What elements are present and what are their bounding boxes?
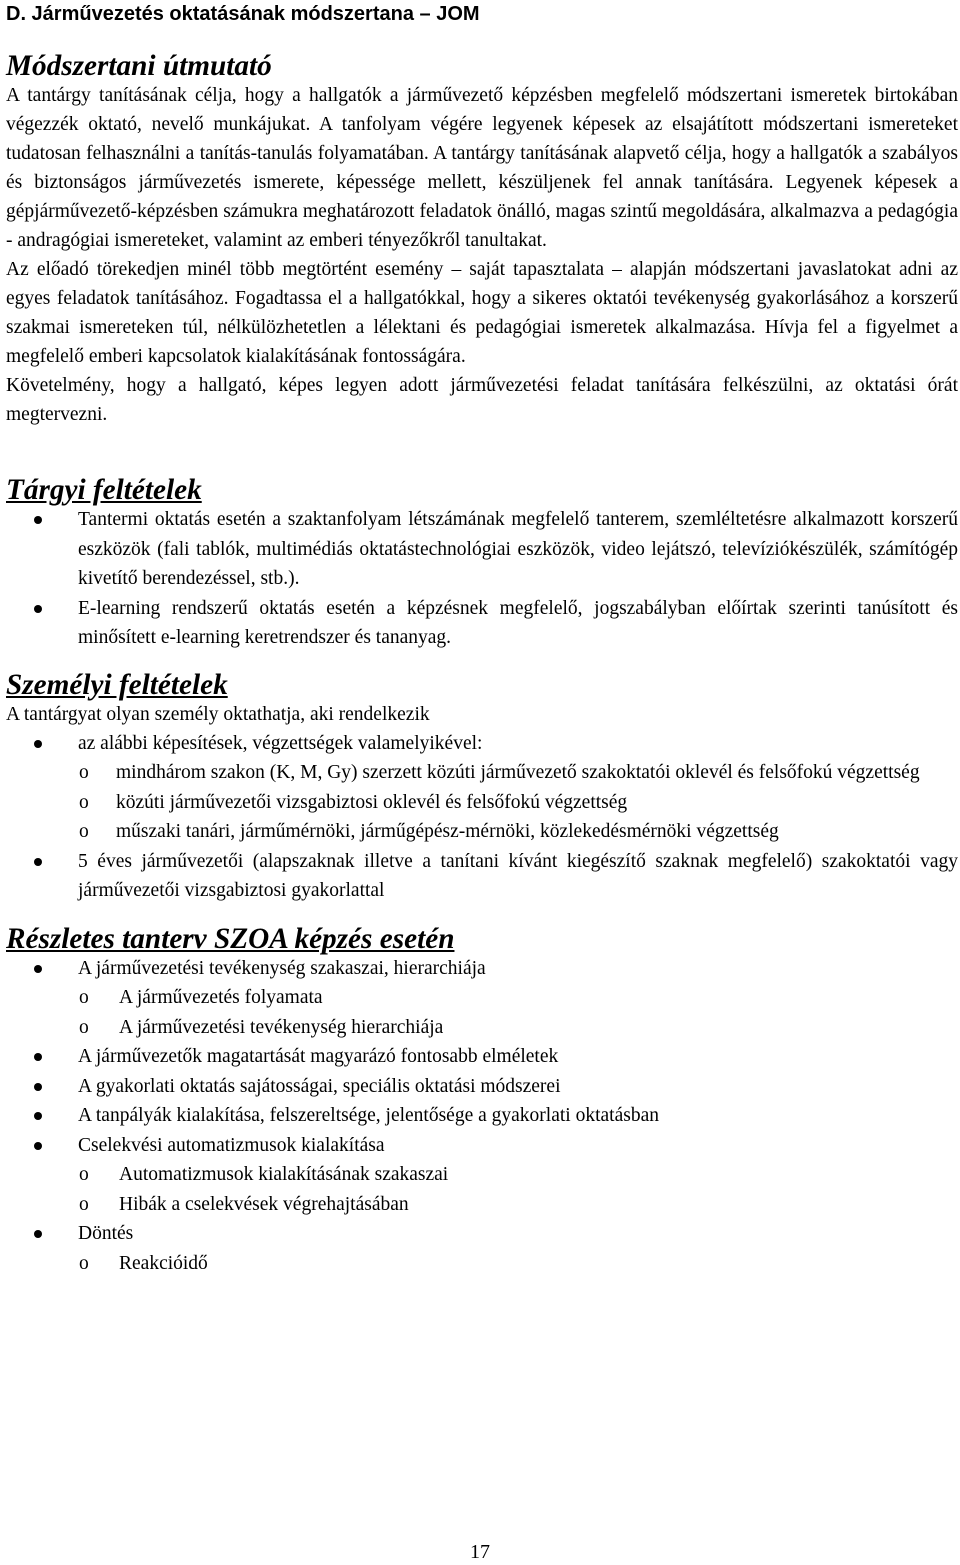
sublist-item-text: Hibák a cselekvések végrehajtásában xyxy=(119,1193,409,1215)
list-item xyxy=(6,1072,958,1102)
personal-list xyxy=(6,729,958,906)
bullet-icon xyxy=(34,965,42,973)
sublist-item xyxy=(6,1160,958,1190)
guide-paragraph-3: Követelmény, hogy a hallgató, képes legyen adott járművezetési feladat tanítására felkészülni, az oktatási órát megtervezni. xyxy=(6,375,958,425)
sublist-item-text: A járművezetés folyamata xyxy=(119,987,323,1008)
curriculum-sublist xyxy=(78,1160,958,1219)
sub-bullet-icon: o xyxy=(79,1252,89,1274)
personal-item-text: az alábbi képesítések, végzettségek valamelyikével: xyxy=(78,732,483,754)
personal-intro: A tantárgyat olyan személy oktathatja, aki rendelkezik xyxy=(6,703,430,725)
curriculum-item-text: Döntés xyxy=(78,1223,134,1244)
sublist-item-text: műszaki tanári, járműmérnöki, járműgépész-mérnöki, közlekedésmérnöki végzettség xyxy=(116,821,779,842)
material-list xyxy=(6,505,958,653)
bullet-icon xyxy=(34,516,42,524)
sublist-item-text: Reakcióidő xyxy=(119,1252,208,1274)
sub-bullet-icon: o xyxy=(79,1193,89,1215)
bullet-icon xyxy=(34,1230,42,1238)
page-title: D. Járművezetés oktatásának módszertana – JOM xyxy=(6,3,480,25)
list-item xyxy=(6,847,958,906)
curriculum-item-text: A tanpályák kialakítása, felszereltsége, jelentősége a gyakorlati oktatásban xyxy=(78,1105,659,1126)
qualification-sublist xyxy=(78,758,958,847)
guide-paragraph-2: Az előadó törekedjen minél több megtörtént esemény – saját tapasztalata – alapján módszertani javaslatokat adni az egyes feladatok tanításához. Fogadtassa el a hallgatókkal, hogy a sikeres oktatói tevékenység gyakorlásához a korszerű szakmai ismereteken túl, nélkülözhetetlen a lélektani és pedagógiai ismeretek alkalmazása. Hívja fel a figyelmet a megfelelő emberi kapcsolatok kialakításának fontosságára. xyxy=(6,259,958,367)
sublist-item-text: mindhárom szakon (K, M, Gy) szerzett közúti járművezető szakoktatói oklevél és felsőfokú végzettség xyxy=(116,762,920,783)
curriculum-item-text: A járművezetési tevékenység szakaszai, hierarchiája xyxy=(78,957,486,979)
sublist-item xyxy=(6,1190,958,1220)
bullet-icon xyxy=(34,1053,42,1061)
list-item xyxy=(6,729,958,847)
personal-heading: Személyi feltételek xyxy=(6,668,228,701)
list-item xyxy=(6,1101,958,1131)
sublist-item-text: Automatizmusok kialakításának szakaszai xyxy=(119,1164,449,1185)
bullet-icon xyxy=(34,1083,42,1091)
sublist-item xyxy=(6,758,958,788)
sub-bullet-icon: o xyxy=(79,987,89,1008)
material-item-text: Tantermi oktatás esetén a szaktanfolyam létszámának megfelelő tanterem, szemléltetésre alkalmazott korszerű eszközök (fali tablók, multimédiás oktatástechnológiai eszközök, video lejátszó, televíziókészülék, számítógép kivetítő berendezéssel, stb.). xyxy=(78,509,958,589)
sublist-item xyxy=(6,817,958,847)
sub-bullet-icon: o xyxy=(79,762,89,783)
document-page xyxy=(6,0,958,1278)
sublist-item xyxy=(6,788,958,818)
guide-heading: Módszertani útmutató xyxy=(6,50,272,82)
bullet-icon xyxy=(34,605,42,613)
curriculum-item-text: Cselekvési automatizmusok kialakítása xyxy=(78,1134,385,1156)
list-item xyxy=(6,594,958,653)
list-item xyxy=(6,954,958,1043)
sublist-item xyxy=(6,1013,958,1043)
material-item-text: E-learning rendszerű oktatás esetén a képzésnek megfelelő, jogszabályban előírtak szerinti tanúsított és minősített e-learning keretrendszer és tananyag. xyxy=(78,597,958,648)
sublist-item-text: A járművezetési tevékenység hierarchiája xyxy=(119,1016,444,1038)
list-item xyxy=(6,1219,958,1278)
sublist-item xyxy=(6,1249,958,1279)
curriculum-sublist xyxy=(78,983,958,1042)
bullet-icon xyxy=(34,740,42,748)
sub-bullet-icon: o xyxy=(79,821,89,842)
list-item xyxy=(6,1042,958,1072)
sub-bullet-icon: o xyxy=(79,1016,89,1038)
list-item xyxy=(6,1131,958,1220)
page-number: 17 xyxy=(470,1541,490,1563)
sub-bullet-icon: o xyxy=(79,791,89,813)
sublist-item xyxy=(6,983,958,1013)
curriculum-list xyxy=(6,954,958,1279)
sub-bullet-icon: o xyxy=(79,1164,89,1185)
curriculum-heading: Részletes tanterv SZOA képzés esetén xyxy=(6,922,455,955)
bullet-icon xyxy=(34,858,42,866)
curriculum-item-text: A gyakorlati oktatás sajátosságai, speciális oktatási módszerei xyxy=(78,1075,561,1097)
guide-paragraph-1: A tantárgy tanításának célja, hogy a hallgatók a járművezető képzésben megfelelő módszertani ismeretek birtokában végezzék oktató, nevelő munkájukat. A tanfolyam végére legyenek képesek az elsajátított módszertani ismereteket tudatosan felhasználni a tanítás-tanulás folyamatában. A tantárgy tanításának alapvető célja, hogy a hallgatók a szabályos és biztonságos járművezetés ismerete, képessége mellett, készüljenek fel annak tanítására. Legyenek képesek a gépjárművezető-képzésben számukra meghatározott feladatok önálló, magas szintű megoldására, alkalmazva a pedagógia - andragógiai ismereteket, valamint az emberi tényezőkről tanultakat. xyxy=(6,85,958,251)
personal-item-text: 5 éves járművezetői (alapszaknak illetve a tanítani kívánt kiegészítő szaknak megfelelő) szakoktatói vagy járművezetői vizsgabiztosi gyakorlattal xyxy=(78,850,958,901)
sublist-item-text: közúti járművezetői vizsgabiztosi oklevél és felsőfokú végzettség xyxy=(116,791,628,813)
list-item xyxy=(6,505,958,594)
bullet-icon xyxy=(34,1142,42,1150)
bullet-icon xyxy=(34,1112,42,1120)
curriculum-item-text: A járművezetők magatartását magyarázó fontosabb elméletek xyxy=(78,1046,559,1067)
material-heading: Tárgyi feltételek xyxy=(6,474,202,506)
curriculum-sublist xyxy=(78,1249,958,1279)
